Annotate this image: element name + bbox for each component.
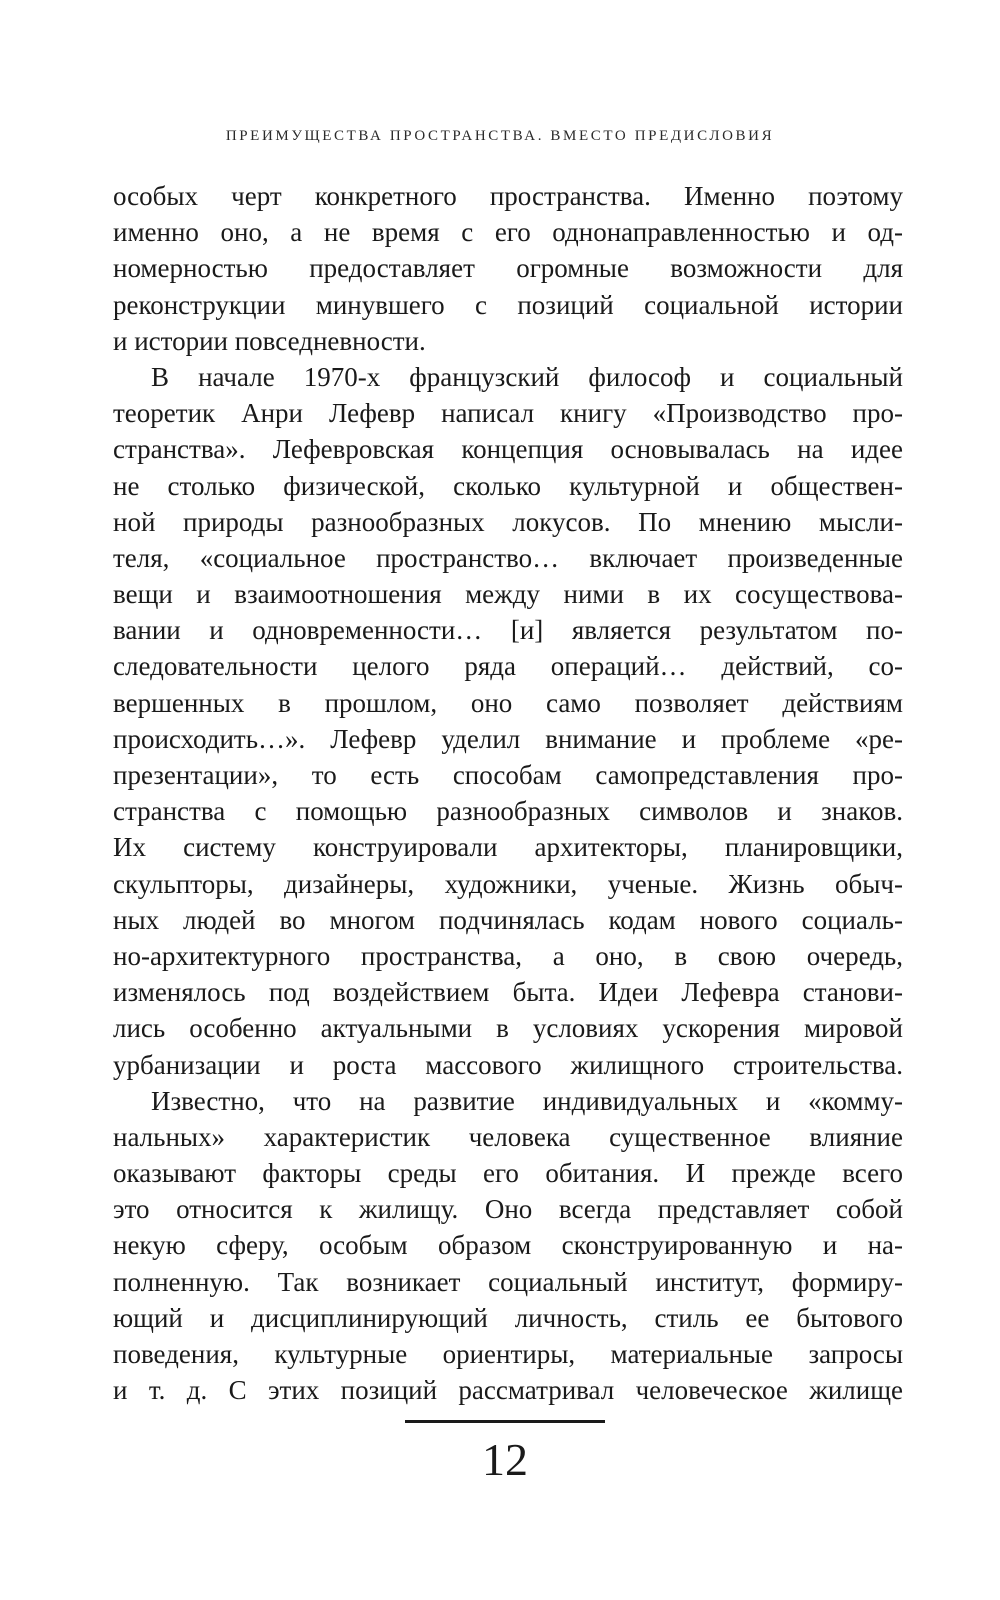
text-line: полненную. Так возникает социальный институт, формиру- bbox=[113, 1266, 903, 1297]
paragraph bbox=[113, 1083, 903, 1409]
text-line: презентации», то есть способам самопредставления про- bbox=[113, 760, 903, 790]
text-line: номерностью предоставляет огромные возможности для bbox=[113, 253, 903, 284]
text-line: именно оно, а не время с его однонаправленностью и од- bbox=[113, 217, 903, 248]
text-line: Известно, что на развитие индивидуальных и «комму- bbox=[151, 1085, 903, 1116]
text-line: ной природы разнообразных локусов. По мнению мысли- bbox=[113, 506, 903, 537]
text-line: и т. д. С этих позиций рассматривал человеческое жилище bbox=[113, 1375, 903, 1406]
text-line: не столько физической, сколько культурной и обществен- bbox=[113, 470, 903, 501]
text-line: но-архитектурного пространства, а оно, в свою очередь, bbox=[113, 940, 903, 971]
text-line: ющий и дисциплинирующий личность, стиль ее бытового bbox=[113, 1302, 903, 1333]
text-line: вершенных в прошлом, оно само позволяет действиям bbox=[113, 687, 903, 718]
text-line: оказывают факторы среды его обитания. И прежде всего bbox=[113, 1158, 903, 1189]
text-line: скульпторы, дизайнеры, художники, ученые. Жизнь обыч- bbox=[113, 868, 903, 899]
folio-rule bbox=[405, 1420, 605, 1423]
text-line: странства». Лефевровская концепция основывалась на идее bbox=[113, 434, 903, 465]
text-line: следовательности целого ряда операций… действий, со- bbox=[113, 651, 903, 682]
text-line: В начале 1970-х французский философ и социальный bbox=[151, 361, 903, 392]
text-line: теоретик Анри Лефевр написал книгу «Производство про- bbox=[113, 398, 903, 429]
page-number: 12 bbox=[482, 1434, 528, 1485]
text-line: происходить…». Лефевр уделил внимание и проблеме «ре- bbox=[113, 723, 903, 754]
text-line: вании и одновременности… [и] является результатом по- bbox=[113, 615, 903, 646]
text-line: особых черт конкретного пространства. Именно поэтому bbox=[113, 181, 903, 211]
text-line: реконструкции минувшего с позиций социальной истории bbox=[113, 289, 903, 320]
text-line: некую сферу, особым образом сконструированную и на- bbox=[113, 1230, 903, 1261]
text-line: и истории повседневности. bbox=[113, 325, 426, 356]
text-line: ных людей во многом подчинялась кодам нового социаль- bbox=[113, 904, 903, 935]
running-head: ПРЕИМУЩЕСТВА ПРОСТРАНСТВА. ВМЕСТО ПРЕДИСЛОВИЯ bbox=[225, 128, 775, 144]
text-line: нальных» характеристик человека существенное влияние bbox=[113, 1121, 903, 1152]
text-line: это относится к жилищу. Оно всегда представляет собой bbox=[113, 1194, 903, 1225]
text-line: странства с помощью разнообразных символов и знаков. bbox=[113, 796, 903, 827]
text-line: теля, «социальное пространство… включает произведенные bbox=[113, 542, 903, 573]
text-line: поведения, культурные ориентиры, материальные запросы bbox=[113, 1339, 903, 1369]
paragraph bbox=[113, 178, 903, 359]
paragraph bbox=[113, 359, 903, 1083]
text-line: вещи и взаимоотношения между ними в их сосуществова- bbox=[113, 579, 903, 610]
text-line: изменялось под воздействием быта. Идеи Лефевра станови- bbox=[113, 977, 903, 1008]
text-line: урбанизации и роста массового жилищного строительства. bbox=[113, 1049, 903, 1080]
text-line: лись особенно актуальными в условиях ускорения мировой bbox=[113, 1013, 903, 1044]
text-line: Их систему конструировали архитекторы, планировщики, bbox=[113, 832, 903, 863]
body-text bbox=[113, 178, 903, 1408]
